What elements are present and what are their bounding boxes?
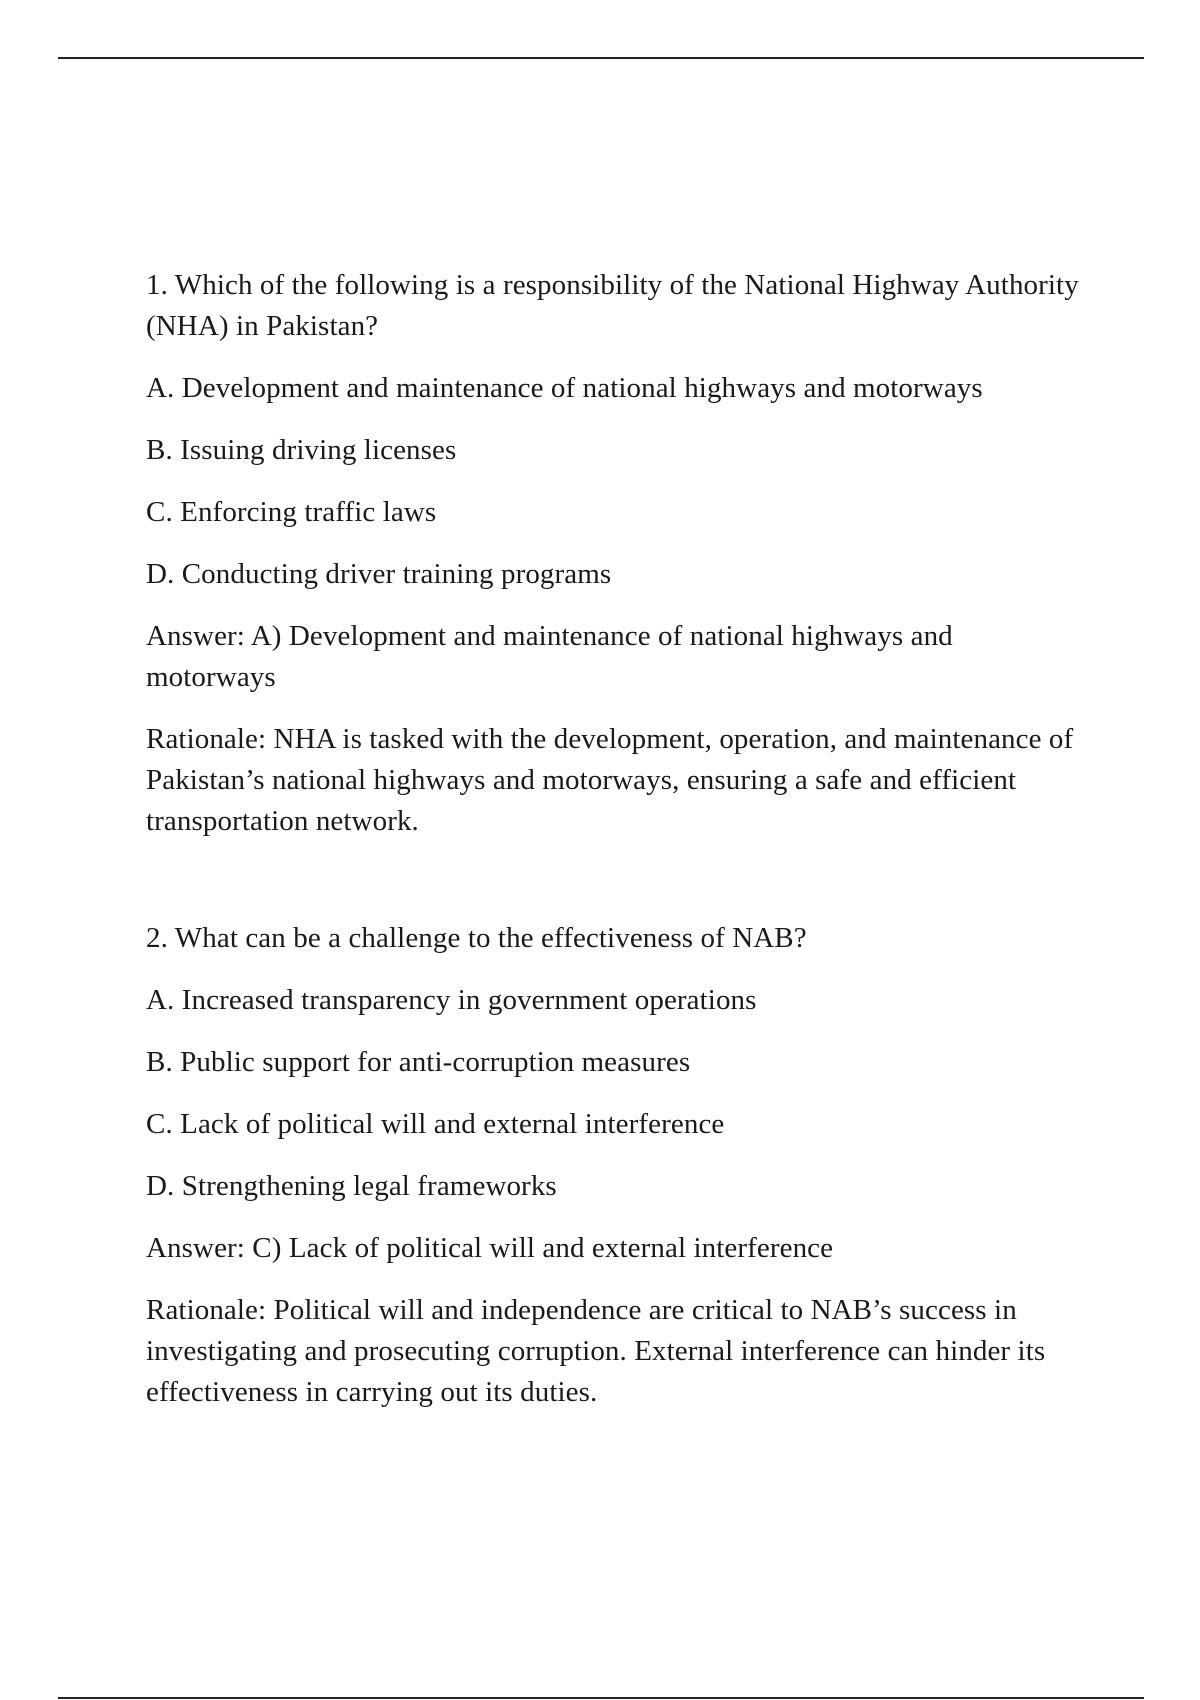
page-content bbox=[146, 265, 1086, 1434]
answer-text: Answer: C) Lack of political will and external interference bbox=[146, 1232, 834, 1264]
header-rule bbox=[58, 57, 1144, 59]
option-a: A. Increased transparency in government operations bbox=[146, 984, 757, 1016]
footer-rule bbox=[58, 1697, 1144, 1699]
answer-text: Answer: A) Development and maintenance of national highways and motorways bbox=[146, 620, 953, 693]
option-c: C. Enforcing traffic laws bbox=[146, 496, 437, 528]
option-a: A. Development and maintenance of national highways and motorways bbox=[146, 372, 983, 404]
question-block-1 bbox=[146, 265, 1086, 842]
option-b: B. Issuing driving licenses bbox=[146, 434, 457, 466]
question-text: 1. Which of the following is a responsibility of the National Highway Authority (NHA) in Pakistan? bbox=[146, 269, 1079, 342]
option-d: D. Conducting driver training programs bbox=[146, 558, 612, 590]
question-text: 2. What can be a challenge to the effectiveness of NAB? bbox=[146, 922, 807, 954]
question-block-2 bbox=[146, 918, 1086, 1413]
rationale-text: Rationale: NHA is tasked with the development, operation, and maintenance of Pakistan’s national highways and motorways, ensuring a safe and efficient transportation network. bbox=[146, 723, 1074, 837]
option-d: D. Strengthening legal frameworks bbox=[146, 1170, 557, 1202]
option-b: B. Public support for anti-corruption measures bbox=[146, 1046, 691, 1078]
rationale-text: Rationale: Political will and independence are critical to NAB’s success in investigating and prosecuting corruption. External interference can hinder its effectiveness in carrying out its duties. bbox=[146, 1294, 1046, 1408]
option-c: C. Lack of political will and external interference bbox=[146, 1108, 725, 1140]
